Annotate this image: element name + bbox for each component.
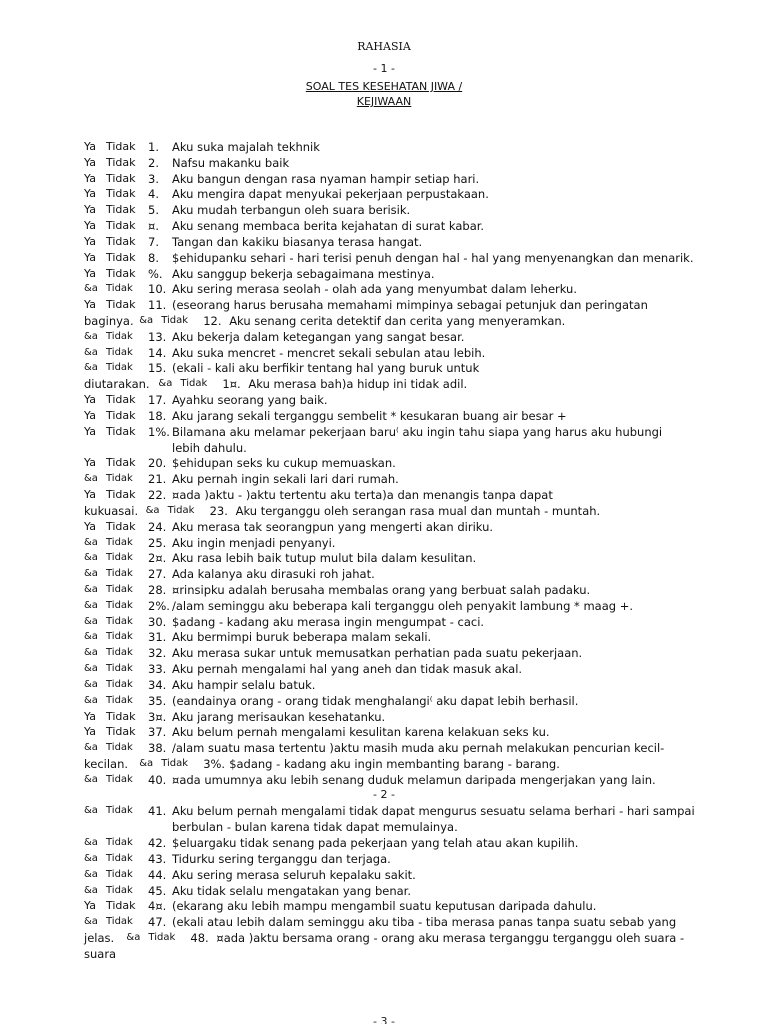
page-number-2: - 2 - bbox=[373, 788, 395, 801]
question-number: 2¤. bbox=[148, 551, 167, 565]
question-text: Ada kalanya aku dirasuki roh jahat. bbox=[172, 567, 375, 581]
question-number: 2. bbox=[148, 156, 159, 170]
question-number: 23. bbox=[209, 504, 228, 518]
answer-option-yes[interactable]: &a bbox=[84, 679, 98, 690]
answer-option-yes[interactable]: &a bbox=[84, 774, 98, 785]
question-text: Tangan dan kakiku biasanya terasa hangat. bbox=[172, 235, 423, 249]
question-number: 8. bbox=[148, 251, 159, 265]
question-number: 7. bbox=[148, 235, 159, 249]
page-number-3-cut: - 3 - bbox=[373, 1015, 395, 1024]
answer-option-no[interactable]: Tidak bbox=[106, 456, 136, 469]
question-text: Aku bekerja dalam ketegangan yang sangat besar. bbox=[172, 330, 465, 344]
answer-option-yes[interactable]: Ya bbox=[84, 140, 96, 153]
answer-option-no[interactable]: Tidak bbox=[106, 774, 133, 785]
question-continuation: jelas. bbox=[84, 931, 115, 945]
question-text: (eandainya orang - orang tidak menghalangi⁽ aku dapat lebih berhasil. bbox=[172, 694, 579, 708]
question-number: 28. bbox=[148, 583, 167, 597]
answer-option-no[interactable]: Tidak bbox=[106, 616, 133, 627]
question-text: Aku merasa bah)a hidup ini tidak adil. bbox=[248, 377, 468, 391]
question-text: Aku jarang sekali terganggu sembelit * kesukaran buang air besar + bbox=[172, 409, 567, 423]
question-text: Aku belum pernah mengalami kesulitan karena kelakuan seks ku. bbox=[172, 725, 550, 739]
question-text: /alam suatu masa tertentu )aktu masih muda aku pernah melakukan pencurian kecil- bbox=[172, 741, 665, 755]
question-continuation: suara bbox=[84, 947, 117, 961]
answer-option-yes[interactable]: Ya bbox=[84, 425, 96, 438]
question-number: 37. bbox=[148, 725, 167, 739]
question-number: 5. bbox=[148, 203, 159, 217]
question-number: 13. bbox=[148, 330, 167, 344]
answer-option-no[interactable]: Tidak bbox=[161, 315, 189, 326]
question-continuation: kukuasai. bbox=[84, 504, 139, 518]
question-number: 2%. bbox=[148, 599, 170, 613]
answer-option-no[interactable]: Tidak bbox=[106, 584, 133, 595]
question-continuation: berbulan - bulan karena tidak dapat memulainya. bbox=[172, 820, 458, 834]
answer-option-yes[interactable]: Ya bbox=[84, 203, 96, 216]
answer-option-yes[interactable]: &a bbox=[84, 631, 98, 642]
question-continuation: baginya. bbox=[84, 314, 134, 328]
answer-option-yes[interactable]: &a bbox=[84, 916, 98, 927]
question-number: 24. bbox=[148, 520, 167, 534]
answer-option-no[interactable]: Tidak bbox=[106, 552, 133, 563]
question-text: Aku ingin menjadi penyanyi. bbox=[172, 536, 336, 550]
question-text: ¤ada )aktu bersama orang - orang aku merasa terganggu terganggu oleh suara - bbox=[216, 931, 685, 945]
question-text: (ekali atau lebih dalam seminggu aku tiba - tiba merasa panas tanpa suatu sebab yang bbox=[172, 915, 677, 929]
answer-option-yes[interactable]: &a bbox=[84, 853, 98, 864]
question-number: 43. bbox=[148, 852, 167, 866]
question-number: %. bbox=[148, 267, 163, 281]
answer-option-no[interactable]: Tidak bbox=[148, 932, 176, 943]
answer-option-no[interactable]: Tidak bbox=[106, 647, 133, 658]
question-text: Aku tidak selalu mengatakan yang benar. bbox=[172, 884, 411, 898]
question-number: 18. bbox=[148, 409, 167, 423]
answer-option-yes[interactable]: Ya bbox=[84, 172, 96, 185]
question-number: 41. bbox=[148, 804, 167, 818]
question-text: Bilamana aku melamar pekerjaan baru⁽ aku ingin tahu siapa yang harus aku hubungi bbox=[172, 425, 663, 439]
answer-option-yes[interactable]: &a bbox=[84, 663, 98, 674]
answer-option-no[interactable]: Tidak bbox=[106, 631, 133, 642]
answer-option-no[interactable]: Tidak bbox=[106, 916, 133, 927]
answer-option-yes[interactable]: &a bbox=[84, 347, 98, 358]
question-number: 3. bbox=[148, 172, 159, 186]
question-number: 1¤. bbox=[222, 377, 241, 391]
question-text: $adang - kadang aku ingin membanting barang - barang. bbox=[229, 757, 560, 771]
question-text: Aku sanggup bekerja sebagaimana mestinya. bbox=[172, 267, 435, 281]
answer-option-yes[interactable]: &a bbox=[84, 837, 98, 848]
question-text: Aku sering merasa seluruh kepalaku sakit. bbox=[172, 868, 416, 882]
question-number: 1%. bbox=[148, 425, 170, 439]
question-text: Ayahku seorang yang baik. bbox=[172, 393, 328, 407]
answer-option-no[interactable]: Tidak bbox=[106, 219, 136, 232]
question-number: 25. bbox=[148, 536, 167, 550]
question-number: 21. bbox=[148, 472, 167, 486]
answer-option-yes[interactable]: &a bbox=[84, 331, 98, 342]
question-text: Aku suka mencret - mencret sekali sebulan atau lebih. bbox=[172, 346, 486, 360]
answer-option-yes[interactable]: Ya bbox=[84, 725, 96, 738]
answer-option-yes[interactable]: &a bbox=[139, 758, 154, 769]
answer-option-no[interactable]: Tidak bbox=[106, 235, 136, 248]
document-title-line2: KEJIWAAN bbox=[356, 95, 412, 108]
question-text: Aku pernah mengalami hal yang aneh dan tidak masuk akal. bbox=[172, 662, 523, 676]
question-number: 40. bbox=[148, 773, 167, 787]
question-text: Nafsu makanku baik bbox=[172, 156, 290, 170]
answer-option-no[interactable]: Tidak bbox=[106, 710, 136, 723]
answer-option-yes[interactable]: Ya bbox=[84, 456, 96, 469]
question-number: 33. bbox=[148, 662, 167, 676]
answer-option-no[interactable]: Tidak bbox=[106, 885, 133, 896]
question-text: $eluargaku tidak senang pada pekerjaan yang telah atau akan kupilih. bbox=[172, 836, 579, 850]
answer-option-yes[interactable]: &a bbox=[84, 805, 98, 816]
page-number-1: - 1 - bbox=[373, 62, 395, 75]
question-text: Aku suka majalah tekhnik bbox=[172, 140, 320, 154]
answer-option-yes[interactable]: Ya bbox=[84, 298, 96, 311]
answer-option-no[interactable]: Tidak bbox=[106, 393, 136, 406]
question-number: ¤. bbox=[148, 219, 159, 233]
question-text: Aku mudah terbangun oleh suara berisik. bbox=[172, 203, 411, 217]
answer-option-yes[interactable]: Ya bbox=[84, 251, 96, 264]
question-number: 35. bbox=[148, 694, 167, 708]
answer-option-no[interactable]: Tidak bbox=[106, 362, 133, 373]
answer-option-yes[interactable]: &a bbox=[84, 584, 98, 595]
question-number: 20. bbox=[148, 456, 167, 470]
question-continuation: diutarakan. bbox=[84, 377, 150, 391]
question-text: Aku pernah ingin sekali lari dari rumah. bbox=[172, 472, 399, 486]
answer-option-no[interactable]: Tidak bbox=[106, 331, 133, 342]
answer-option-no[interactable]: Tidak bbox=[106, 473, 133, 484]
answer-option-no[interactable]: Tidak bbox=[106, 187, 136, 200]
answer-option-no[interactable]: Tidak bbox=[106, 156, 136, 169]
question-number: 10. bbox=[148, 282, 167, 296]
answer-option-yes[interactable]: Ya bbox=[84, 488, 96, 501]
answer-option-yes[interactable]: &a bbox=[84, 473, 98, 484]
answer-option-no[interactable]: Tidak bbox=[106, 869, 133, 880]
answer-option-no[interactable]: Tidak bbox=[106, 267, 136, 280]
question-continuation: kecilan. bbox=[84, 757, 129, 771]
answer-option-no[interactable]: Tidak bbox=[161, 758, 189, 769]
answer-option-yes[interactable]: &a bbox=[84, 568, 98, 579]
question-text: (eseorang harus berusaha memahami mimpinya sebagai petunjuk dan peringatan bbox=[172, 298, 648, 312]
question-number: 1. bbox=[148, 140, 159, 154]
question-number: 48. bbox=[190, 931, 209, 945]
answer-option-no[interactable]: Tidak bbox=[106, 140, 136, 153]
question-text: Aku merasa tak seorangpun yang mengerti akan diriku. bbox=[172, 520, 494, 534]
answer-option-no[interactable]: Tidak bbox=[106, 837, 133, 848]
answer-option-no[interactable]: Tidak bbox=[106, 568, 133, 579]
question-text: $ehidupanku sehari - hari terisi penuh dengan hal - hal yang menyenangkan dan menarik. bbox=[172, 251, 694, 265]
question-number: 32. bbox=[148, 646, 167, 660]
answer-option-no[interactable]: Tidak bbox=[106, 899, 136, 912]
answer-option-no[interactable]: Tidak bbox=[106, 283, 133, 294]
answer-option-yes[interactable]: &a bbox=[126, 932, 141, 943]
answer-option-no[interactable]: Tidak bbox=[106, 298, 136, 311]
answer-option-yes[interactable]: Ya bbox=[84, 899, 96, 912]
question-text: (ekarang aku lebih mampu mengambil suatu keputusan daripada dahulu. bbox=[172, 899, 597, 913]
answer-option-yes[interactable]: Ya bbox=[84, 409, 96, 422]
answer-option-no[interactable]: Tidak bbox=[106, 663, 133, 674]
question-number: 22. bbox=[148, 488, 167, 502]
question-text: Aku hampir selalu batuk. bbox=[172, 678, 316, 692]
answer-option-yes[interactable]: &a bbox=[84, 885, 98, 896]
answer-option-yes[interactable]: Ya bbox=[84, 235, 96, 248]
answer-option-yes[interactable]: &a bbox=[84, 537, 98, 548]
answer-option-yes[interactable]: &a bbox=[84, 695, 98, 706]
question-text: (ekali - kali aku berfikir tentang hal yang buruk untuk bbox=[172, 361, 480, 375]
answer-option-no[interactable]: Tidak bbox=[106, 203, 136, 216]
question-number: 17. bbox=[148, 393, 167, 407]
question-text: Aku senang membaca berita kejahatan di surat kabar. bbox=[172, 219, 485, 233]
question-number: 38. bbox=[148, 741, 167, 755]
answer-option-no[interactable]: Tidak bbox=[106, 251, 136, 264]
question-number: 14. bbox=[148, 346, 167, 360]
answer-option-yes[interactable]: &a bbox=[84, 616, 98, 627]
answer-option-no[interactable]: Tidak bbox=[106, 853, 133, 864]
question-number: 4¤. bbox=[148, 899, 167, 913]
question-number: 3%. bbox=[203, 757, 226, 771]
question-number: 34. bbox=[148, 678, 167, 692]
answer-option-yes[interactable]: &a bbox=[84, 647, 98, 658]
answer-option-yes[interactable]: &a bbox=[84, 869, 98, 880]
answer-option-yes[interactable]: Ya bbox=[84, 156, 96, 169]
question-text: Aku mengira dapat menyukai pekerjaan perpustakaan. bbox=[172, 187, 489, 201]
question-text: Aku terganggu oleh serangan rasa mual dan muntah - muntah. bbox=[235, 504, 601, 518]
question-number: 27. bbox=[148, 567, 167, 581]
question-number: 45. bbox=[148, 884, 167, 898]
answer-option-no[interactable]: Tidak bbox=[106, 695, 133, 706]
question-text: Aku jarang merisaukan kesehatanku. bbox=[172, 710, 386, 724]
answer-option-yes[interactable]: &a bbox=[84, 283, 98, 294]
question-number: 15. bbox=[148, 361, 167, 375]
answer-option-yes[interactable]: &a bbox=[139, 315, 154, 326]
question-text: Tidurku sering terganggu dan terjaga. bbox=[172, 852, 391, 866]
question-number: 44. bbox=[148, 868, 167, 882]
question-number: 42. bbox=[148, 836, 167, 850]
document-title-line1: SOAL TES KESEHATAN JIWA / bbox=[305, 80, 463, 93]
question-text: Aku senang cerita detektif dan cerita yang menyeramkan. bbox=[229, 314, 566, 328]
question-number: 4. bbox=[148, 187, 159, 201]
answer-option-yes[interactable]: &a bbox=[84, 600, 98, 611]
answer-option-no[interactable]: Tidak bbox=[180, 378, 208, 389]
answer-option-no[interactable]: Tidak bbox=[106, 488, 136, 501]
question-text: Aku sering merasa seolah - olah ada yang menyumbat dalam leherku. bbox=[172, 282, 577, 296]
question-text: Aku merasa sukar untuk memusatkan perhatian pada suatu pekerjaan. bbox=[172, 646, 583, 660]
answer-option-no[interactable]: Tidak bbox=[106, 347, 133, 358]
answer-option-no[interactable]: Tidak bbox=[106, 679, 133, 690]
question-text: Aku belum pernah mengalami tidak dapat mengurus sesuatu selama berhari - hari sampai bbox=[172, 804, 695, 818]
answer-option-no[interactable]: Tidak bbox=[106, 425, 136, 438]
question-text: ¤ada umumnya aku lebih senang duduk melamun daripada mengerjakan yang lain. bbox=[172, 773, 656, 787]
answer-option-no[interactable]: Tidak bbox=[106, 520, 136, 533]
classification-label: RAHASIA bbox=[357, 40, 411, 53]
answer-option-no[interactable]: Tidak bbox=[106, 725, 136, 738]
question-text: $ehidupan seks ku cukup memuaskan. bbox=[172, 456, 396, 470]
answer-option-yes[interactable]: Ya bbox=[84, 710, 96, 723]
question-number: 31. bbox=[148, 630, 167, 644]
question-number: 47. bbox=[148, 915, 167, 929]
answer-option-yes[interactable]: Ya bbox=[84, 219, 96, 232]
answer-option-yes[interactable]: &a bbox=[84, 742, 98, 753]
answer-option-yes[interactable]: Ya bbox=[84, 267, 96, 280]
answer-option-no[interactable]: Tidak bbox=[106, 409, 136, 422]
answer-option-yes[interactable]: &a bbox=[84, 362, 98, 373]
answer-option-no[interactable]: Tidak bbox=[106, 805, 133, 816]
question-number: 11. bbox=[148, 298, 167, 312]
answer-option-no[interactable]: Tidak bbox=[106, 600, 133, 611]
question-continuation: lebih dahulu. bbox=[172, 441, 247, 455]
answer-option-no[interactable]: Tidak bbox=[106, 537, 133, 548]
question-text: Aku rasa lebih baik tutup mulut bila dalam kesulitan. bbox=[172, 551, 477, 565]
question-text: Aku bangun dengan rasa nyaman hampir setiap hari. bbox=[172, 172, 480, 186]
answer-option-yes[interactable]: Ya bbox=[84, 187, 96, 200]
question-text: Aku bermimpi buruk beberapa malam sekali. bbox=[172, 630, 432, 644]
question-text: $adang - kadang aku merasa ingin mengumpat - caci. bbox=[172, 615, 485, 629]
answer-option-yes[interactable]: &a bbox=[145, 505, 160, 516]
answer-option-no[interactable]: Tidak bbox=[106, 742, 133, 753]
question-number: 3¤. bbox=[148, 710, 167, 724]
question-number: 30. bbox=[148, 615, 167, 629]
answer-option-no[interactable]: Tidak bbox=[167, 505, 195, 516]
answer-option-yes[interactable]: &a bbox=[84, 552, 98, 563]
question-number: 12. bbox=[203, 314, 222, 328]
question-text: ¤ada )aktu - )aktu tertentu aku terta)a dan menangis tanpa dapat bbox=[172, 488, 553, 502]
answer-option-yes[interactable]: Ya bbox=[84, 393, 96, 406]
question-text: /alam seminggu aku beberapa kali terganggu oleh penyakit lambung * maag +. bbox=[172, 599, 633, 613]
question-text: ¤rinsipku adalah berusaha membalas orang yang berbuat salah padaku. bbox=[172, 583, 591, 597]
answer-option-yes[interactable]: &a bbox=[158, 378, 173, 389]
answer-option-yes[interactable]: Ya bbox=[84, 520, 96, 533]
answer-option-no[interactable]: Tidak bbox=[106, 172, 136, 185]
